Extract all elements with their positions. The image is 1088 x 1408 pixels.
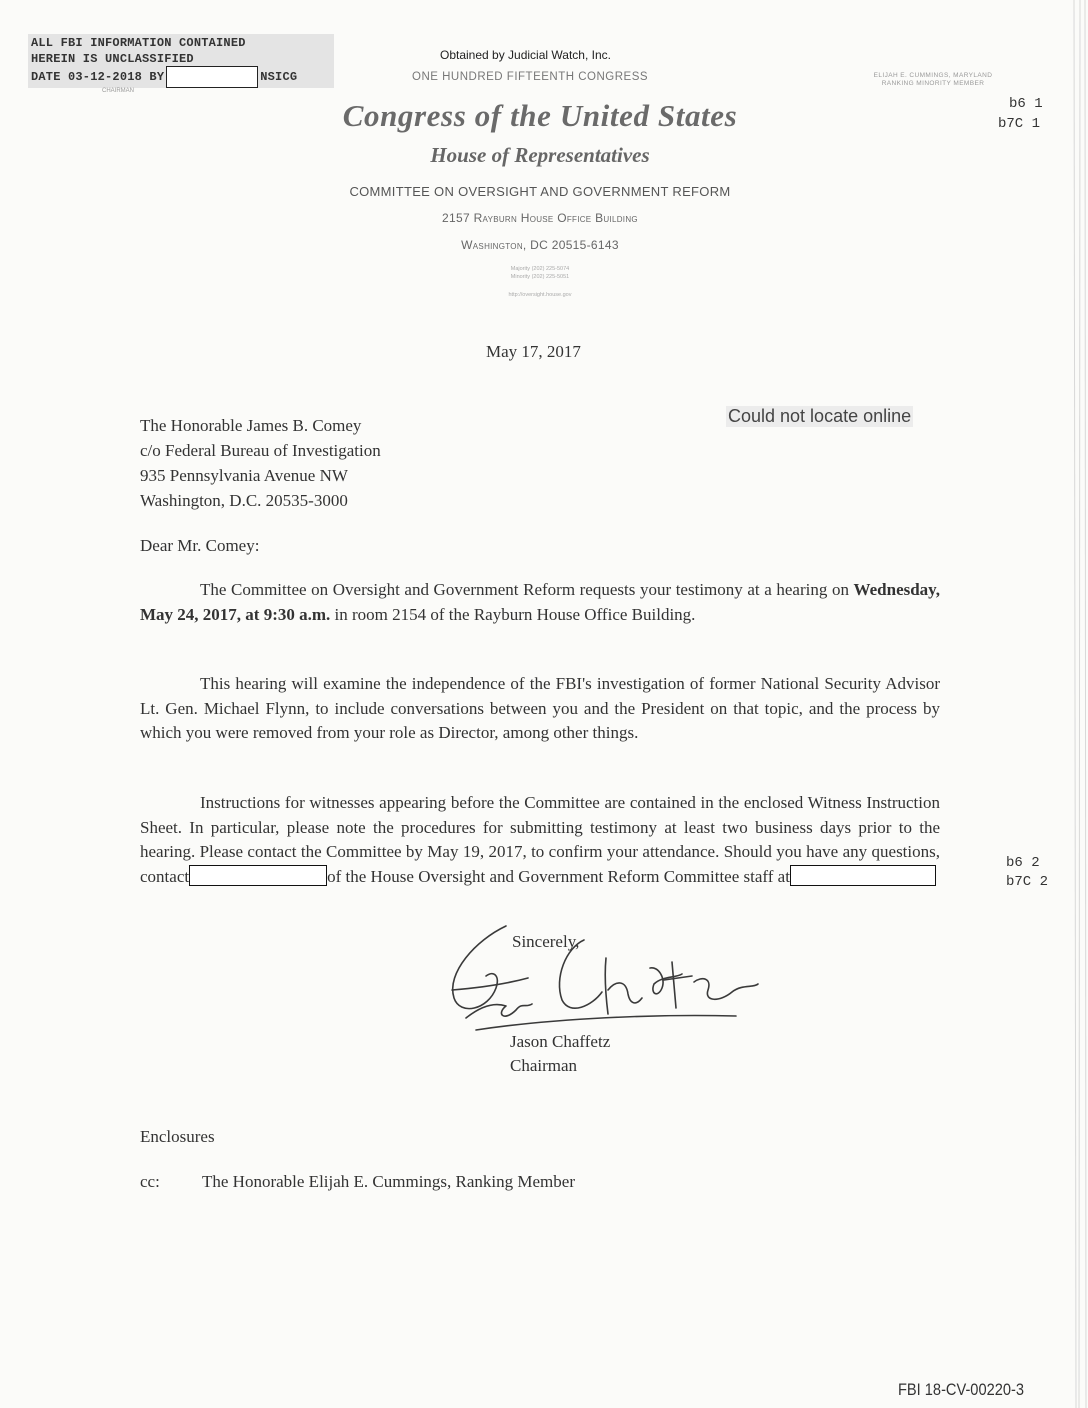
ranking-minority-member bbox=[848, 72, 1018, 88]
code-b7c-mid: b7C 2 bbox=[1006, 874, 1049, 890]
recipient-line: Washington, D.C. 20535-3000 bbox=[140, 491, 348, 510]
congress-number: ONE HUNDRED FIFTEENTH CONGRESS bbox=[412, 71, 649, 83]
signature-graphic bbox=[436, 918, 766, 1038]
document-id: FBI 18-CV-00220-3 bbox=[898, 1380, 1024, 1399]
minority-member-role: RANKING MINORITY MEMBER bbox=[881, 80, 985, 87]
phone-majority: Majority (202) 225-5074 bbox=[510, 266, 570, 272]
cc-label: cc: bbox=[140, 1172, 160, 1191]
enclosures: Enclosures bbox=[140, 1127, 215, 1146]
paragraph-3 bbox=[140, 791, 940, 889]
code-b6-top: b6 1 bbox=[1009, 96, 1043, 112]
stamp-suffix: NSICG bbox=[260, 70, 298, 85]
obtained-by-note: Obtained by Judicial Watch, Inc. bbox=[440, 48, 611, 62]
redaction-box bbox=[189, 865, 327, 886]
code-b6-mid: b6 2 bbox=[1006, 855, 1040, 871]
committee-website: http://oversight.house.gov bbox=[508, 292, 572, 298]
committee-name: COMMITTEE ON OVERSIGHT AND GOVERNMENT REFORM bbox=[349, 184, 731, 199]
annotation-note: Could not locate online bbox=[728, 406, 912, 426]
p2-text: This hearing will examine the independence of the FBI's investigation of former National Security Advisor Lt. Gen. Michael Flynn, to include conversations between you and the President on that topic, and the process by which you were removed from your role as Director, among other things. bbox=[140, 674, 940, 742]
p1-hearing-date: Wednesday, May 24, 2017, at 9:30 a.m. bbox=[140, 580, 940, 624]
recipient-line: The Honorable James B. Comey bbox=[140, 416, 362, 435]
letterhead-subtitle: House of Representatives bbox=[430, 143, 650, 167]
signer-name: Jason Chaffetz bbox=[510, 1032, 611, 1051]
p1-text-a: The Committee on Oversight and Government Reform requests your testimony at a hearing on bbox=[200, 580, 854, 599]
declassification-stamp bbox=[28, 34, 334, 88]
stamp-line-2: HEREIN IS UNCLASSIFIED bbox=[31, 52, 194, 66]
recipient-line: c/o Federal Bureau of Investigation bbox=[140, 441, 381, 460]
stamp-under-label: CHAIRMAN bbox=[102, 88, 135, 94]
recipient-line: 935 Pennsylvania Avenue NW bbox=[140, 466, 348, 485]
letterhead-title: Congress of the United States bbox=[342, 98, 738, 133]
letter-date: May 17, 2017 bbox=[486, 342, 581, 361]
committee-address: 2157 Rayburn House Office Building bbox=[442, 211, 638, 225]
phone-minority: Minority (202) 225-5051 bbox=[510, 274, 570, 280]
closing: Sincerely, bbox=[512, 932, 580, 951]
recipient-address bbox=[140, 413, 381, 513]
committee-city: Washington, DC 20515-6143 bbox=[461, 238, 619, 252]
salutation: Dear Mr. Comey: bbox=[140, 536, 260, 555]
scan-edge-texture bbox=[1060, 0, 1088, 1408]
code-b7c-top: b7C 1 bbox=[998, 116, 1041, 132]
cc-recipient: The Honorable Elijah E. Cummings, Ranking Member bbox=[202, 1172, 575, 1191]
redaction-box bbox=[790, 865, 936, 886]
redaction-box bbox=[166, 66, 258, 88]
minority-member-name: ELIJAH E. CUMMINGS, MARYLAND bbox=[873, 72, 993, 79]
stamp-line-1: ALL FBI INFORMATION CONTAINED bbox=[31, 36, 246, 50]
stamp-date: DATE 03-12-2018 BY bbox=[31, 70, 165, 85]
signer-title: Chairman bbox=[510, 1056, 578, 1075]
p3-text-b: of the House Oversight and Government Reform Committee staff at bbox=[327, 866, 790, 886]
cc-line bbox=[140, 1172, 575, 1192]
p3-text-a: Instructions for witnesses appearing before the Committee are contained in the enclosed Witness Instruction Sheet. In particular, please note the procedures for submitting testimony at least two business days prior to the hearing. Please contact the Committee by May 19, 2017, to confirm your attendance. Should you have any questions, contact bbox=[140, 793, 940, 886]
p1-text-b: in room 2154 of the Rayburn House Office Building. bbox=[330, 604, 696, 624]
paragraph-2 bbox=[140, 672, 940, 746]
paragraph-1 bbox=[140, 578, 940, 627]
signature-block bbox=[510, 1030, 610, 1078]
stamp-line-3 bbox=[31, 66, 297, 88]
